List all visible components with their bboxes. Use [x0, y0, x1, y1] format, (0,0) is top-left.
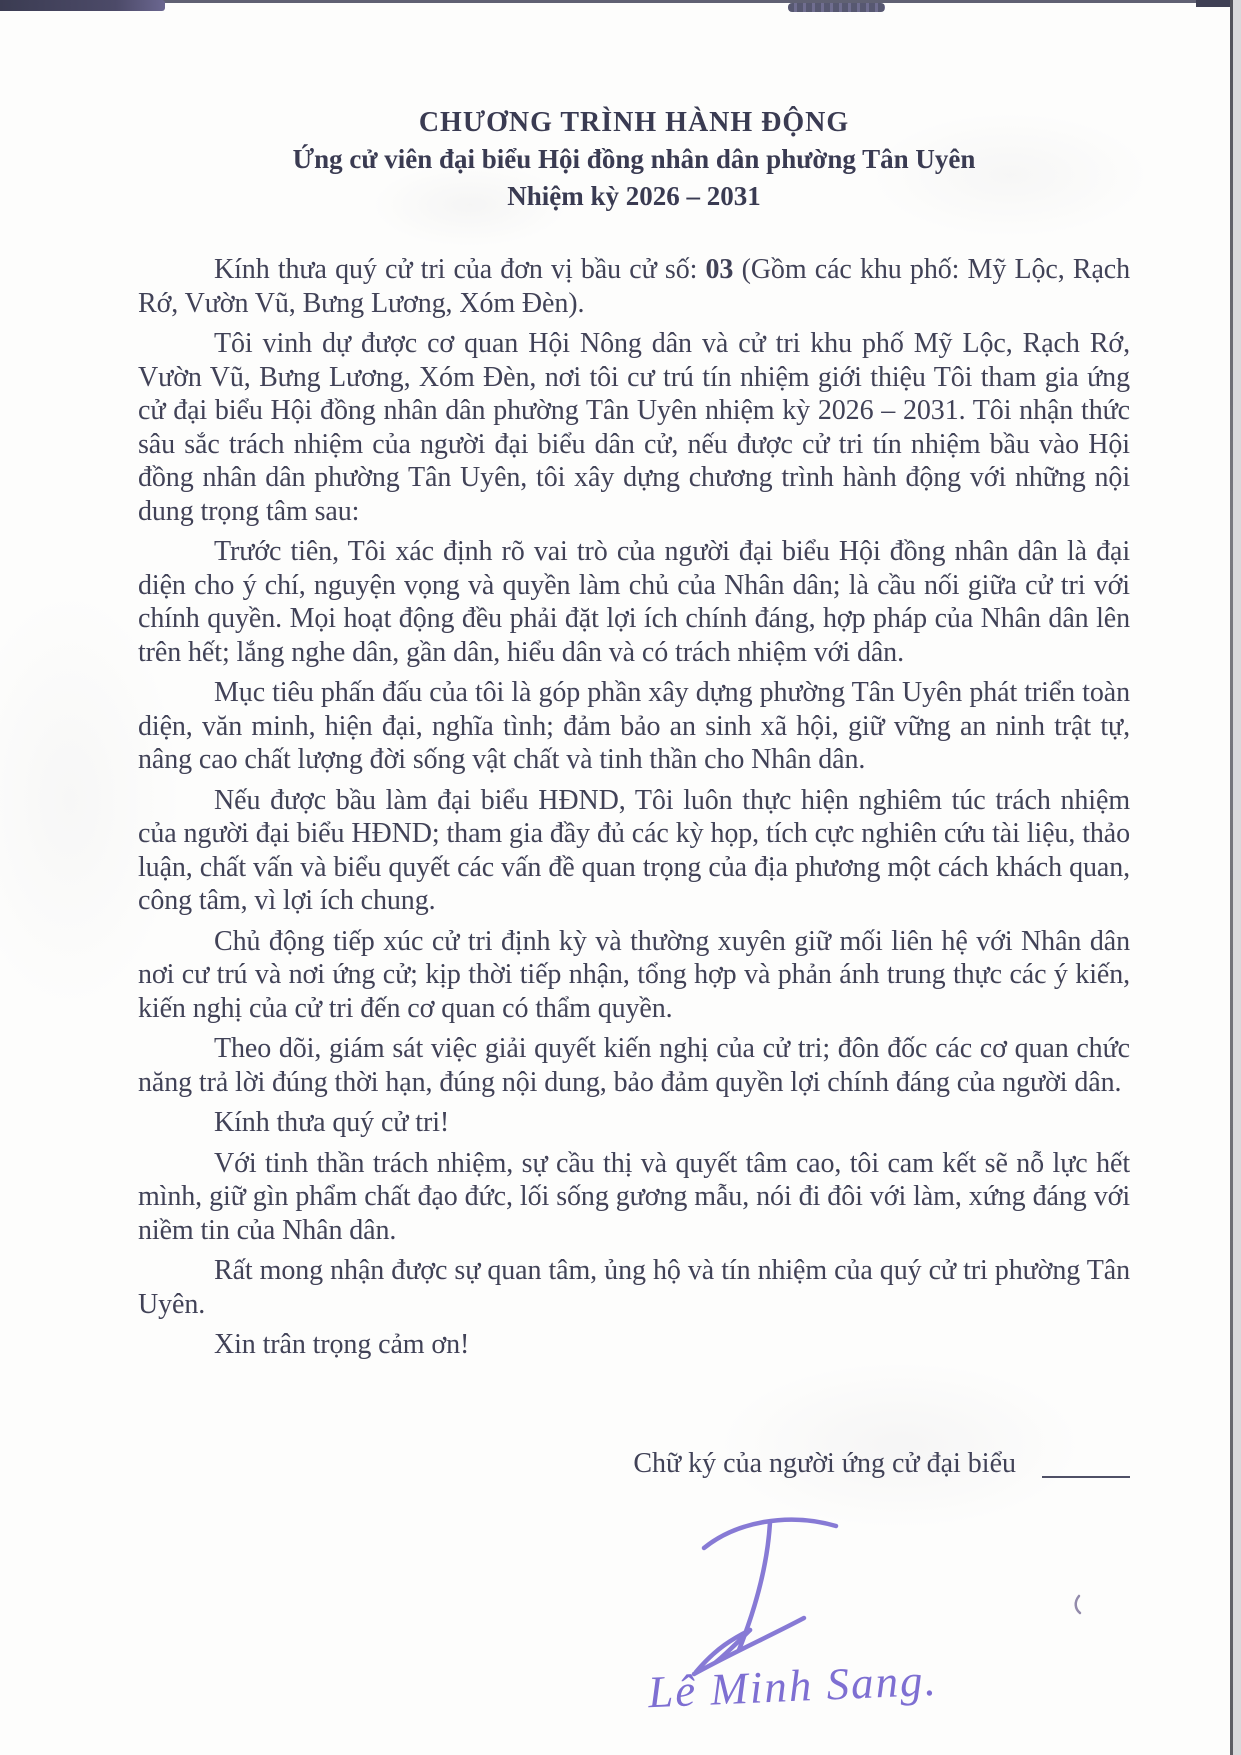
paragraph-voter-contact: Chủ động tiếp xúc cử tri định kỳ và thường xuyên giữ mối liên hệ với Nhân dân nơi cư trú và nơi ứng cử; kịp thời tiếp nhận, tổng hợp và phản ánh trung thực các ý kiến, kiến nghị của cử tri đến cơ quan có thẩm quyền.	[138, 925, 1130, 1024]
document-body	[138, 253, 1130, 1362]
document-title-block	[138, 104, 1130, 215]
document-subtitle-candidate: Ứng cử viên đại biểu Hội đồng nhân dân phường Tân Uyên	[292, 144, 976, 174]
paragraph-thanks: Xin trân trọng cảm ơn!	[214, 1329, 470, 1360]
scan-artifact-right-edge-shadow	[1233, 0, 1241, 1755]
paragraph-introduction: Tôi vinh dự được cơ quan Hội Nông dân và cử tri khu phố Mỹ Lộc, Rạch Rớ, Vườn Vũ, Bưng Lương, Xóm Đèn, nơi tôi cư trú tín nhiệm giới thiệu Tôi tham gia ứng cử đại biểu Hội đồng nhân dân phường Tân Uyên nhiệm kỳ 2026 – 2031. Tôi nhận thức sâu sắc trách nhiệm của người đại biểu dân cử, nếu được cử tri tín nhiệm bầu vào Hội đồng nhân dân phường Tân Uyên, tôi xây dựng chương trình hành động với những nội dung trọng tâm sau:	[138, 328, 1130, 527]
paragraph-opening	[138, 253, 1130, 320]
ballot-unit-number: 03	[705, 254, 734, 285]
paragraph-salutation: Kính thưa quý cử tri!	[214, 1107, 450, 1138]
scan-artifact-top-left-blob	[0, 0, 165, 11]
scan-artifact-scanner-edge-line	[1230, 0, 1233, 1755]
document-title: CHƯƠNG TRÌNH HÀNH ĐỘNG	[418, 107, 850, 138]
paragraph-goals: Mục tiêu phấn đấu của tôi là góp phần xây dựng phường Tân Uyên phát triển toàn diện, văn minh, hiện đại, nghĩa tình; đảm bảo an sinh xã hội, giữ vững an ninh trật tự, nâng cao chất lượng đời sống vật chất và tinh thần cho Nhân dân.	[138, 677, 1130, 775]
signature-underline	[1042, 1452, 1130, 1478]
scan-artifact-top-middle-strip	[788, 3, 885, 12]
paragraph-role: Trước tiên, Tôi xác định rõ vai trò của người đại biểu Hội đồng nhân dân là đại diện cho ý chí, nguyện vọng và quyền làm chủ của Nhân dân; là cầu nối giữa cử tri với chính quyền. Mọi hoạt động đều phải đặt lợi ích chính đáng, hợp pháp của Nhân dân lên trên hết; lắng nghe dân, gần dân, hiểu dân và có trách nhiệm với dân.	[138, 536, 1130, 668]
paragraph-duties: Nếu được bầu làm đại biểu HĐND, Tôi luôn thực hiện nghiêm túc trách nhiệm của người đại biểu HĐND; tham gia đầy đủ các kỳ họp, tích cực nghiên cứu tài liệu, thảo luận, chất vấn và biểu quyết các vấn đề quan trọng của địa phương một cách khách quan, công tâm, vì lợi ích chung.	[138, 784, 1130, 916]
scan-artifact-top-line	[0, 0, 1232, 3]
opening-post-text: (Gồm các khu phố: Mỹ Lộc, Rạch Rớ, Vườn Vũ, Bưng Lương, Xóm Đèn).	[138, 254, 1131, 319]
document-subtitle-term: Nhiệm kỳ 2026 – 2031	[507, 181, 761, 211]
paragraph-oversight: Theo dõi, giám sát việc giải quyết kiến nghị của cử tri; đôn đốc các cơ quan chức năng trả lời đúng thời hạn, đúng nội dung, bảo đảm quyền lợi chính đáng của người dân.	[138, 1033, 1130, 1098]
paragraph-request-support: Rất mong nhận được sự quan tâm, ủng hộ và tín nhiệm của quý cử tri phường Tân Uyên.	[138, 1255, 1130, 1320]
opening-pre-text: Kính thưa quý cử tri của đơn vị bầu cử số:	[214, 254, 706, 285]
paragraph-commitment: Với tinh thần trách nhiệm, sự cầu thị và quyết tâm cao, tôi cam kết sẽ nỗ lực hết mình, giữ gìn phẩm chất đạo đức, lối sống gương mẫu, nói đi đôi với làm, xứng đáng với niềm tin của Nhân dân.	[138, 1147, 1130, 1246]
signature-label: Chữ ký của người ứng cử đại biểu	[633, 1448, 1016, 1479]
ink-speck	[1070, 1593, 1086, 1617]
signature-row	[138, 1448, 1130, 1480]
signature-name: Lê Minh Sang.	[647, 1654, 939, 1718]
document-content	[138, 104, 1130, 1369]
